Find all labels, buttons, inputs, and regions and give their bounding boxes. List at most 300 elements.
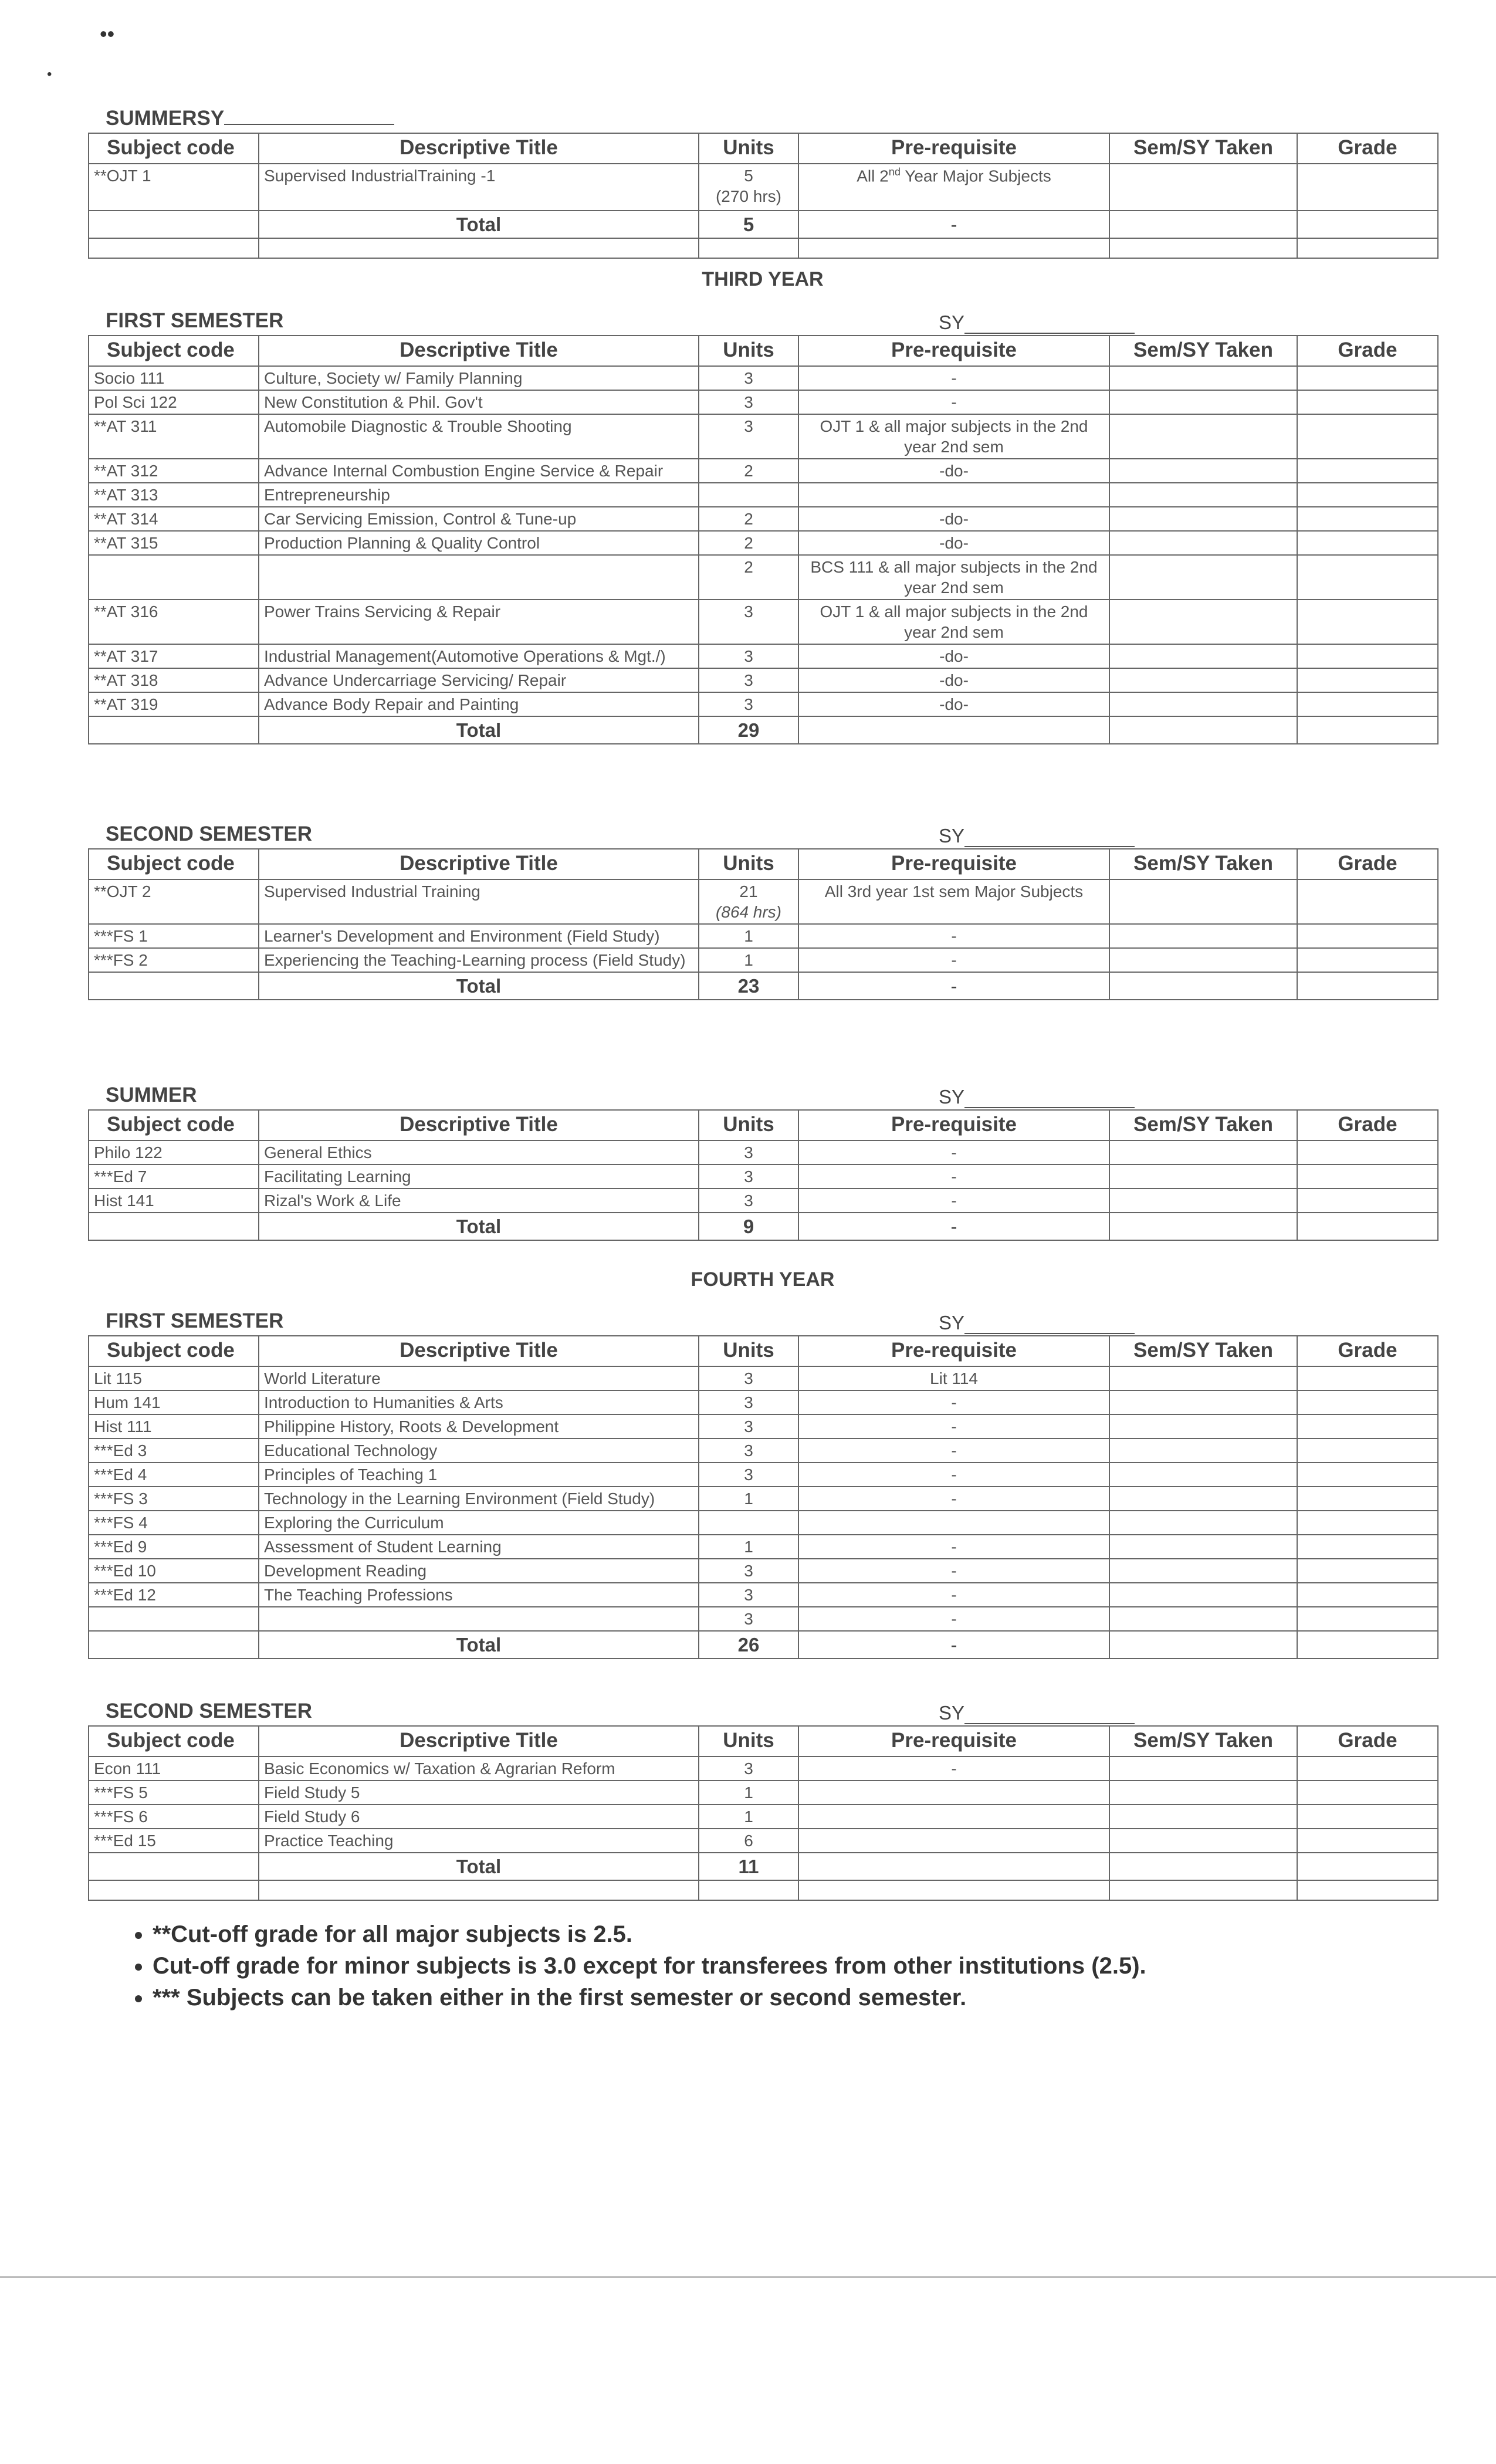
- note-item: • **Cut-off grade for all major subjects is 2.5.: [153, 1918, 1408, 1950]
- units-value: 21: [739, 882, 758, 901]
- grade-cell: [1297, 948, 1438, 972]
- total-units: 26: [699, 1631, 798, 1659]
- subject-units: 1: [699, 924, 798, 948]
- subject-title: Advance Body Repair and Painting: [259, 692, 699, 716]
- total-prereq: -: [798, 1631, 1109, 1659]
- subject-units: 1: [699, 1487, 798, 1511]
- sem-sy-cell: [1109, 459, 1297, 483]
- subject-code: **OJT 1: [89, 164, 259, 211]
- sy-field: SY: [939, 1702, 1135, 1724]
- grade-cell: [1297, 1511, 1438, 1535]
- subject-prereq: [798, 1781, 1109, 1805]
- header-semsy: Sem/SY Taken: [1109, 336, 1297, 366]
- subject-title: Assessment of Student Learning: [259, 1535, 699, 1559]
- subject-units: 3: [699, 644, 798, 668]
- grade-cell: [1297, 1781, 1438, 1805]
- subject-title: Advance Undercarriage Servicing/ Repair: [259, 668, 699, 692]
- grade-cell: [1297, 668, 1438, 692]
- header-code: Subject code: [89, 1110, 259, 1140]
- subject-prereq: [798, 1829, 1109, 1853]
- total-units: 9: [699, 1213, 798, 1240]
- section-title: FIRST SEMESTER: [106, 1309, 284, 1332]
- table-row: [89, 668, 1438, 692]
- subject-prereq: -: [798, 1487, 1109, 1511]
- header-title: Descriptive Title: [259, 1726, 699, 1756]
- subject-title: Principles of Teaching 1: [259, 1463, 699, 1487]
- total-units: 29: [699, 716, 798, 744]
- subject-title: Basic Economics w/ Taxation & Agrarian Reform: [259, 1756, 699, 1781]
- subject-code: ***Ed 12: [89, 1583, 259, 1607]
- subject-prereq: [798, 483, 1109, 507]
- subject-units: 3: [699, 1140, 798, 1165]
- grade-cell: [1297, 692, 1438, 716]
- grade-cell: [1297, 1463, 1438, 1487]
- subject-prereq: -: [798, 948, 1109, 972]
- table-row: [89, 164, 1438, 211]
- subject-title: World Literature: [259, 1366, 699, 1390]
- subject-code: **AT 312: [89, 459, 259, 483]
- subject-units: [699, 1511, 798, 1535]
- subject-units: 3: [699, 1559, 798, 1583]
- header-semsy: Sem/SY Taken: [1109, 849, 1297, 879]
- subject-prereq: -: [798, 924, 1109, 948]
- subject-code: ***FS 2: [89, 948, 259, 972]
- table-row: [89, 1535, 1438, 1559]
- third-year-first-semester: [88, 268, 1437, 744]
- header-units: Units: [699, 336, 798, 366]
- subject-title: Facilitating Learning: [259, 1165, 699, 1189]
- subject-code: Philo 122: [89, 1140, 259, 1165]
- section-title: SECOND SEMESTER: [106, 823, 312, 845]
- subject-title: Rizal's Work & Life: [259, 1189, 699, 1213]
- fourth-year-first-table: [88, 1335, 1439, 1659]
- subject-code: ***FS 5: [89, 1781, 259, 1805]
- subject-prereq: -: [798, 1607, 1109, 1631]
- header-prereq: Pre-requisite: [798, 1110, 1109, 1140]
- subject-prereq: [798, 1511, 1109, 1535]
- subject-units: 3: [699, 668, 798, 692]
- table-row: [89, 948, 1438, 972]
- total-label: Total: [259, 1853, 699, 1880]
- table-row: [89, 1805, 1438, 1829]
- subject-prereq: -: [798, 1189, 1109, 1213]
- subject-title: Learner's Development and Environment (Field Study): [259, 924, 699, 948]
- grade-cell: [1297, 1487, 1438, 1511]
- header-title: Descriptive Title: [259, 1110, 699, 1140]
- header-prereq: Pre-requisite: [798, 336, 1109, 366]
- sem-sy-cell: [1109, 1829, 1297, 1853]
- total-row: [89, 716, 1438, 744]
- header-code: Subject code: [89, 133, 259, 164]
- table-row: [89, 1756, 1438, 1781]
- header-title: Descriptive Title: [259, 336, 699, 366]
- header-title: Descriptive Title: [259, 849, 699, 879]
- subject-code: **AT 314: [89, 507, 259, 531]
- sem-sy-cell: [1109, 1140, 1297, 1165]
- subject-units: [699, 164, 798, 211]
- header-units: Units: [699, 1336, 798, 1366]
- table-row: [89, 366, 1438, 390]
- subject-code: **OJT 2: [89, 879, 259, 924]
- subject-units: 3: [699, 600, 798, 644]
- subject-code: ***Ed 4: [89, 1463, 259, 1487]
- fourth-year-second-semester: [88, 1693, 1437, 1901]
- subject-title: Introduction to Humanities & Arts: [259, 1390, 699, 1414]
- table-row: [89, 507, 1438, 531]
- grade-cell: [1297, 879, 1438, 924]
- header-grade: Grade: [1297, 849, 1438, 879]
- total-row: [89, 211, 1438, 238]
- subject-prereq: -do-: [798, 459, 1109, 483]
- units-note: (270 hrs): [715, 187, 782, 205]
- table-row: [89, 531, 1438, 555]
- subject-units: [699, 879, 798, 924]
- grade-cell: [1297, 390, 1438, 414]
- subject-title: Development Reading: [259, 1559, 699, 1583]
- header-units: Units: [699, 1110, 798, 1140]
- sem-sy-cell: [1109, 414, 1297, 459]
- grade-cell: [1297, 1189, 1438, 1213]
- subject-code: Socio 111: [89, 366, 259, 390]
- subject-title: Philippine History, Roots & Development: [259, 1414, 699, 1439]
- grade-cell: [1297, 1165, 1438, 1189]
- table-row: [89, 1439, 1438, 1463]
- grade-cell: [1297, 483, 1438, 507]
- sem-sy-cell: [1109, 531, 1297, 555]
- subject-units: 3: [699, 1583, 798, 1607]
- subject-prereq: -: [798, 1463, 1109, 1487]
- subject-units: 3: [699, 1607, 798, 1631]
- subject-code: ***Ed 10: [89, 1559, 259, 1583]
- grade-cell: [1297, 924, 1438, 948]
- sem-sy-cell: [1109, 1805, 1297, 1829]
- sem-sy-cell: [1109, 555, 1297, 600]
- header-units: Units: [699, 849, 798, 879]
- subject-code: ***FS 4: [89, 1511, 259, 1535]
- grade-cell: [1297, 366, 1438, 390]
- header-grade: Grade: [1297, 1110, 1438, 1140]
- header-grade: Grade: [1297, 336, 1438, 366]
- subject-title: New Constitution & Phil. Gov't: [259, 390, 699, 414]
- note-item: • *** Subjects can be taken either in the first semester or second semester.: [153, 1982, 1408, 2013]
- table-row: [89, 1781, 1438, 1805]
- units-note: (864 hrs): [715, 902, 782, 921]
- year-title: FOURTH YEAR: [691, 1268, 835, 1291]
- grade-cell: [1297, 1366, 1438, 1390]
- sem-sy-cell: [1109, 1189, 1297, 1213]
- sem-sy-cell: [1109, 692, 1297, 716]
- header-grade: Grade: [1297, 1726, 1438, 1756]
- header-title: Descriptive Title: [259, 1336, 699, 1366]
- subject-code: Lit 115: [89, 1366, 259, 1390]
- subject-code: Hum 141: [89, 1390, 259, 1414]
- subject-units: 2: [699, 531, 798, 555]
- fourth-year-second-table: [88, 1725, 1439, 1901]
- sem-sy-cell: [1109, 879, 1297, 924]
- table-row: [89, 1390, 1438, 1414]
- scan-speck: ••: [100, 22, 115, 46]
- subject-units: 3: [699, 390, 798, 414]
- sem-sy-cell: [1109, 1165, 1297, 1189]
- subject-prereq: -: [798, 390, 1109, 414]
- subject-code: ***FS 3: [89, 1487, 259, 1511]
- scan-speck: •: [47, 66, 52, 82]
- total-prereq: -: [798, 972, 1109, 1000]
- subject-title: The Teaching Professions: [259, 1583, 699, 1607]
- note-item: • Cut-off grade for minor subjects is 3.0 except for transferees from other institutions (2.5).: [153, 1950, 1408, 1982]
- sem-sy-cell: [1109, 948, 1297, 972]
- grade-cell: [1297, 507, 1438, 531]
- grade-cell: [1297, 644, 1438, 668]
- table-row: [89, 414, 1438, 459]
- table-row: [89, 692, 1438, 716]
- grade-cell: [1297, 555, 1438, 600]
- header-code: Subject code: [89, 1336, 259, 1366]
- total-label: Total: [259, 1631, 699, 1659]
- sem-sy-cell: [1109, 1366, 1297, 1390]
- grade-cell: [1297, 1829, 1438, 1853]
- subject-title: Exploring the Curriculum: [259, 1511, 699, 1535]
- subject-code: **AT 316: [89, 600, 259, 644]
- subject-prereq: All 2nd Year Major Subjects: [798, 164, 1109, 211]
- grade-cell: [1297, 1583, 1438, 1607]
- table-row: [89, 1829, 1438, 1853]
- sem-sy-cell: [1109, 366, 1297, 390]
- header-semsy: Sem/SY Taken: [1109, 1110, 1297, 1140]
- header-semsy: Sem/SY Taken: [1109, 1726, 1297, 1756]
- table-row: [89, 1414, 1438, 1439]
- total-label: Total: [259, 716, 699, 744]
- grade-cell: [1297, 1390, 1438, 1414]
- subject-code: [89, 1607, 259, 1631]
- subject-units: 3: [699, 692, 798, 716]
- header-units: Units: [699, 1726, 798, 1756]
- table-row: [89, 1165, 1438, 1189]
- total-row: [89, 972, 1438, 1000]
- total-units: 23: [699, 972, 798, 1000]
- subject-title: Industrial Management(Automotive Operations & Mgt./): [259, 644, 699, 668]
- grade-cell: [1297, 600, 1438, 644]
- units-value: 5: [744, 166, 753, 185]
- subject-code: ***Ed 7: [89, 1165, 259, 1189]
- subject-units: 2: [699, 507, 798, 531]
- sy-field: SY: [939, 1312, 1135, 1334]
- table-row: [89, 1607, 1438, 1631]
- subject-units: 3: [699, 414, 798, 459]
- subject-units: [699, 483, 798, 507]
- total-row: [89, 1853, 1438, 1880]
- subject-units: 1: [699, 1781, 798, 1805]
- grade-cell: [1297, 164, 1438, 211]
- total-label: Total: [259, 1213, 699, 1240]
- sem-sy-cell: [1109, 924, 1297, 948]
- sem-sy-cell: [1109, 1390, 1297, 1414]
- subject-prereq: OJT 1 & all major subjects in the 2nd year 2nd sem: [798, 414, 1109, 459]
- subject-code: ***FS 6: [89, 1805, 259, 1829]
- subject-prereq: -: [798, 1559, 1109, 1583]
- subject-units: 2: [699, 555, 798, 600]
- subject-code: **AT 317: [89, 644, 259, 668]
- table-row: [89, 924, 1438, 948]
- header-grade: Grade: [1297, 133, 1438, 164]
- subject-title: Practice Teaching: [259, 1829, 699, 1853]
- subject-prereq: -: [798, 1414, 1109, 1439]
- subject-title: Culture, Society w/ Family Planning: [259, 366, 699, 390]
- sem-sy-cell: [1109, 1756, 1297, 1781]
- header-units: Units: [699, 133, 798, 164]
- grade-cell: [1297, 1559, 1438, 1583]
- subject-code: ***Ed 3: [89, 1439, 259, 1463]
- subject-prereq: -do-: [798, 644, 1109, 668]
- subject-code: ***FS 1: [89, 924, 259, 948]
- subject-prereq: All 3rd year 1st sem Major Subjects: [798, 879, 1109, 924]
- section-title: SUMMERSY: [106, 107, 394, 130]
- summersy-table: [88, 133, 1439, 259]
- footnotes: [117, 1918, 1408, 2013]
- subject-prereq: -do-: [798, 531, 1109, 555]
- subject-title: Entrepreneurship: [259, 483, 699, 507]
- subject-prereq: -: [798, 1583, 1109, 1607]
- sem-sy-cell: [1109, 1414, 1297, 1439]
- table-row: [89, 644, 1438, 668]
- subject-prereq: -: [798, 1140, 1109, 1165]
- subject-prereq: [798, 1805, 1109, 1829]
- total-units: 5: [699, 211, 798, 238]
- sem-sy-cell: [1109, 1559, 1297, 1583]
- sem-sy-cell: [1109, 390, 1297, 414]
- sem-sy-cell: [1109, 1463, 1297, 1487]
- subject-code: ***Ed 15: [89, 1829, 259, 1853]
- sem-sy-cell: [1109, 1535, 1297, 1559]
- subject-prereq: -: [798, 1165, 1109, 1189]
- sem-sy-cell: [1109, 483, 1297, 507]
- grade-cell: [1297, 1535, 1438, 1559]
- header-prereq: Pre-requisite: [798, 133, 1109, 164]
- page-bottom-rule: [0, 2276, 1496, 2278]
- subject-prereq: OJT 1 & all major subjects in the 2nd year 2nd sem: [798, 600, 1109, 644]
- table-row: [89, 459, 1438, 483]
- grade-cell: [1297, 459, 1438, 483]
- sem-sy-cell: [1109, 1487, 1297, 1511]
- grade-cell: [1297, 1805, 1438, 1829]
- table-row: [89, 1487, 1438, 1511]
- subject-title: Technology in the Learning Environment (Field Study): [259, 1487, 699, 1511]
- subject-code: **AT 313: [89, 483, 259, 507]
- subject-prereq: -do-: [798, 692, 1109, 716]
- header-prereq: Pre-requisite: [798, 849, 1109, 879]
- total-prereq: -: [798, 1213, 1109, 1240]
- subject-units: 1: [699, 1535, 798, 1559]
- subject-code: [89, 555, 259, 600]
- sem-sy-cell: [1109, 1781, 1297, 1805]
- subject-code: Hist 111: [89, 1414, 259, 1439]
- subject-prereq: -do-: [798, 668, 1109, 692]
- total-label: Total: [259, 972, 699, 1000]
- third-year-summer-table: [88, 1109, 1439, 1241]
- subject-prereq: -: [798, 1439, 1109, 1463]
- subject-code: **AT 319: [89, 692, 259, 716]
- subject-code: **AT 311: [89, 414, 259, 459]
- sem-sy-cell: [1109, 644, 1297, 668]
- subject-code: Econ 111: [89, 1756, 259, 1781]
- total-row: [89, 1213, 1438, 1240]
- subject-units: 3: [699, 1414, 798, 1439]
- grade-cell: [1297, 1140, 1438, 1165]
- subject-title: Car Servicing Emission, Control & Tune-up: [259, 507, 699, 531]
- table-row: [89, 555, 1438, 600]
- sy-field: SY: [939, 825, 1135, 847]
- subject-code: **AT 318: [89, 668, 259, 692]
- table-row: [89, 483, 1438, 507]
- summersy-section: [88, 100, 1437, 259]
- subject-title: Supervised IndustrialTraining -1: [259, 164, 699, 211]
- header-prereq: Pre-requisite: [798, 1726, 1109, 1756]
- subject-prereq: -: [798, 1535, 1109, 1559]
- sem-sy-cell: [1109, 1439, 1297, 1463]
- subject-units: 3: [699, 1390, 798, 1414]
- subject-title: General Ethics: [259, 1140, 699, 1165]
- header-code: Subject code: [89, 1726, 259, 1756]
- subject-units: 3: [699, 1189, 798, 1213]
- sem-sy-cell: [1109, 1511, 1297, 1535]
- section-title: SUMMER: [106, 1084, 197, 1106]
- section-title: FIRST SEMESTER: [106, 309, 284, 332]
- sem-sy-cell: [1109, 1607, 1297, 1631]
- subject-units: 3: [699, 366, 798, 390]
- subject-units: 1: [699, 948, 798, 972]
- subject-prereq: -: [798, 366, 1109, 390]
- third-year-second-table: [88, 848, 1439, 1000]
- subject-prereq: -: [798, 1390, 1109, 1414]
- subject-prereq: -: [798, 1756, 1109, 1781]
- table-row: [89, 1189, 1438, 1213]
- header-code: Subject code: [89, 849, 259, 879]
- grade-cell: [1297, 531, 1438, 555]
- subject-title: Production Planning & Quality Control: [259, 531, 699, 555]
- table-row: [89, 1140, 1438, 1165]
- subject-title: Field Study 6: [259, 1805, 699, 1829]
- fourth-year-first-semester: [88, 1268, 1437, 1659]
- header-code: Subject code: [89, 336, 259, 366]
- total-row: [89, 1631, 1438, 1659]
- grade-cell: [1297, 1439, 1438, 1463]
- subject-title: Automobile Diagnostic & Trouble Shooting: [259, 414, 699, 459]
- total-prereq: -: [798, 211, 1109, 238]
- grade-cell: [1297, 1607, 1438, 1631]
- subject-title: Field Study 5: [259, 1781, 699, 1805]
- total-label: Total: [259, 211, 699, 238]
- subject-title: Educational Technology: [259, 1439, 699, 1463]
- third-year-second-semester: [88, 815, 1437, 1000]
- subject-units: 3: [699, 1366, 798, 1390]
- subject-title: Supervised Industrial Training: [259, 879, 699, 924]
- subject-units: 2: [699, 459, 798, 483]
- year-title: THIRD YEAR: [702, 268, 824, 290]
- table-row: [89, 1366, 1438, 1390]
- subject-title: Advance Internal Combustion Engine Service & Repair: [259, 459, 699, 483]
- grade-cell: [1297, 1756, 1438, 1781]
- subject-code: **AT 315: [89, 531, 259, 555]
- subject-units: 3: [699, 1756, 798, 1781]
- table-row: [89, 1463, 1438, 1487]
- table-row: [89, 1511, 1438, 1535]
- subject-prereq: -do-: [798, 507, 1109, 531]
- sem-sy-cell: [1109, 1583, 1297, 1607]
- subject-units: 1: [699, 1805, 798, 1829]
- third-year-summer: [88, 1077, 1437, 1241]
- header-prereq: Pre-requisite: [798, 1336, 1109, 1366]
- third-year-first-table: [88, 335, 1439, 744]
